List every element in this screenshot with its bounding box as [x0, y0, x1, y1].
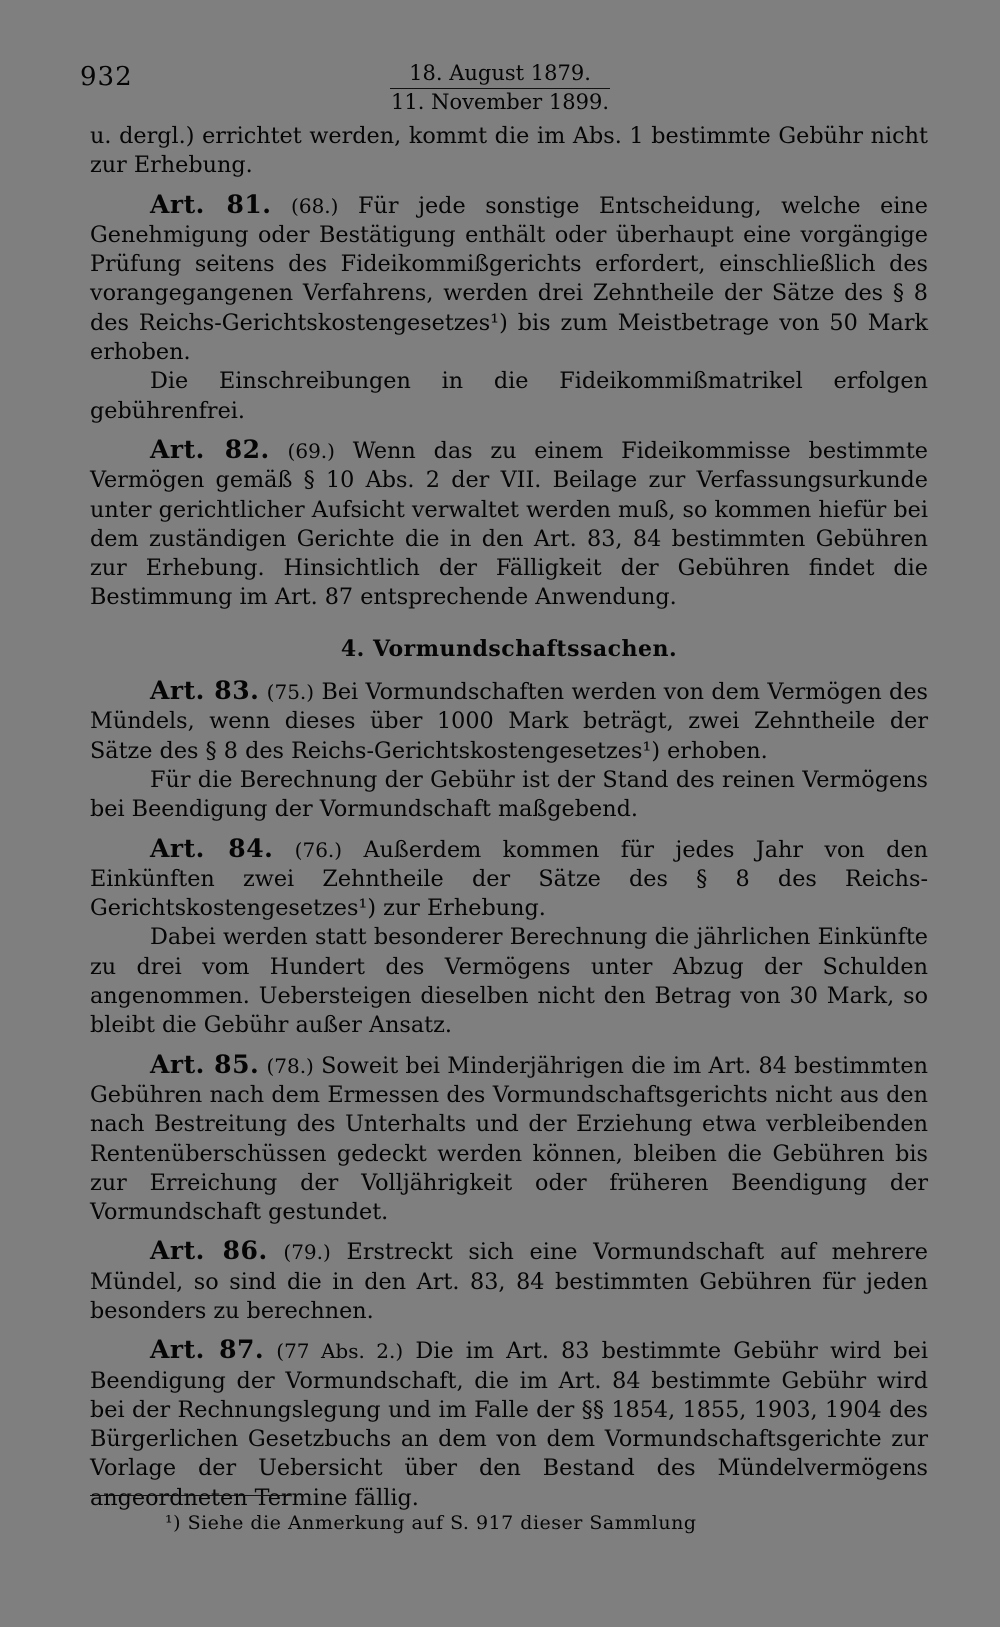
article-text: Erstreckt sich eine Vormundschaft auf mehrere Mündel, so sind die in den Art. 83, 84 bestimmten Gebühren für jeden besonders zu berechnen.: [90, 1239, 928, 1324]
article-81: [90, 190, 928, 368]
article-ref: (79.): [283, 1240, 331, 1265]
article-ref: (75.): [266, 680, 315, 705]
article-text: Die im Art. 83 bestimmte Gebühr wird bei Beendigung der Vormundschaft, die im Art. 84 bestimmte Gebühr wird bei der Rechnungslegung und im Falle der §§ 1854, 1855, 1903, 1904 des Bürgerlichen Gesetzbuchs an dem von dem Vormundschaftsgerichte zur Vorlage der Uebersicht über den Bestand des Mündelvermögens angeordneten Termine fällig.: [90, 1338, 928, 1511]
date-bottom: 11. November 1899.: [391, 90, 609, 114]
article-ref: (69.): [287, 438, 335, 463]
page-number: 932: [80, 62, 133, 92]
article-86: [90, 1236, 928, 1326]
article-84: [90, 834, 928, 924]
article-ref: (77 Abs. 2.): [276, 1339, 404, 1364]
date-top: 18. August 1879.: [390, 60, 610, 89]
article-label: Art. 85.: [150, 1049, 260, 1079]
article-text: Außerdem kommen für jedes Jahr von den Einkünften zwei Zehntheile der Sätze des § 8 des Reichs-Gerichtskostengesetzes¹) zur Erhebung.: [90, 836, 928, 922]
footnote-divider: [90, 1495, 290, 1496]
section-heading: 4. Vormundschaftssachen.: [340, 635, 678, 662]
article-84-paragraph-2: Dabei werden statt besonderer Berechnung die jährlichen Einkünfte zu drei vom Hundert des Vermögens unter Abzug der Schulden angenommen. Uebersteigen dieselben nicht den Betrag von 30 Mark, so bleibt die Gebühr außer Ansatz.: [90, 924, 928, 1039]
article-label: Art. 84.: [150, 833, 274, 863]
article-85: [90, 1050, 928, 1228]
article-81-paragraph-2: Die Einschreibungen in die Fideikommißmatrikel erfolgen gebührenfrei.: [90, 368, 928, 424]
article-text: Soweit bei Minderjährigen die im Art. 84 bestimmten Gebühren nach dem Ermessen des Vormundschaftsgerichts nicht aus den nach Bestreitung des Unterhalts und der Erziehung etwa verbleibenden Rentenüberschüssen gedeckt werden können, bleiben die Gebühren bis zur Erreichung der Volljährigkeit oder früheren Beendigung der Vormundschaft gestundet.: [90, 1052, 928, 1226]
main-text: [90, 122, 928, 1513]
article-82: [90, 435, 928, 613]
article-ref: (68.): [291, 193, 339, 218]
article-text: Bei Vormundschaften werden von dem Vermögen des Mündels, wenn dieses über 1000 Mark beträgt, zwei Zehntheile der Sätze des § 8 des Reichs-Gerichtskostengesetzes¹) erhoben.: [90, 679, 928, 764]
article-87: [90, 1335, 928, 1513]
footnote: ¹) Siehe die Anmerkung auf S. 917 dieser Sammlung: [165, 1512, 697, 1534]
article-label: Art. 87.: [150, 1335, 265, 1365]
date-header: [390, 60, 610, 116]
article-83: [90, 676, 928, 766]
continuation-paragraph: u. dergl.) errichtet werden, kommt die im Abs. 1 bestimmte Gebühr nicht zur Erhebung.: [90, 123, 928, 179]
article-text: Für jede sonstige Entscheidung, welche eine Genehmigung oder Bestätigung enthält oder überhaupt eine vorgängige Prüfung seitens des Fideikommißgerichts erfordert, einschließlich des vorangegangenen Verfahrens, werden drei Zehntheile der Sätze des § 8 des Reichs-Gerichtskostengesetzes¹) bis zum Meistbetrage von 50 Mark erhoben.: [90, 192, 928, 366]
article-text: Wenn das zu einem Fideikommisse bestimmte Vermögen gemäß § 10 Abs. 2 der VII. Beilage zur Verfassungsurkunde unter gerichtlicher Aufsicht verwaltet werden muß, so kommen hiefür bei dem zuständigen Gerichte die in den Art. 83, 84 bestimmten Gebühren zur Erhebung. Hinsichtlich der Fälligkeit der Gebühren findet die Bestimmung im Art. 87 entsprechende Anwendung.: [90, 437, 928, 611]
article-label: Art. 82.: [150, 434, 270, 464]
article-label: Art. 86.: [150, 1236, 268, 1266]
article-ref: (78.): [266, 1053, 314, 1078]
article-label: Art. 81.: [150, 189, 272, 219]
article-label: Art. 83.: [150, 676, 260, 706]
article-83-paragraph-2: Für die Berechnung der Gebühr ist der Stand des reinen Vermögens bei Beendigung der Vormundschaft maßgebend.: [90, 766, 928, 823]
article-ref: (76.): [294, 837, 343, 862]
